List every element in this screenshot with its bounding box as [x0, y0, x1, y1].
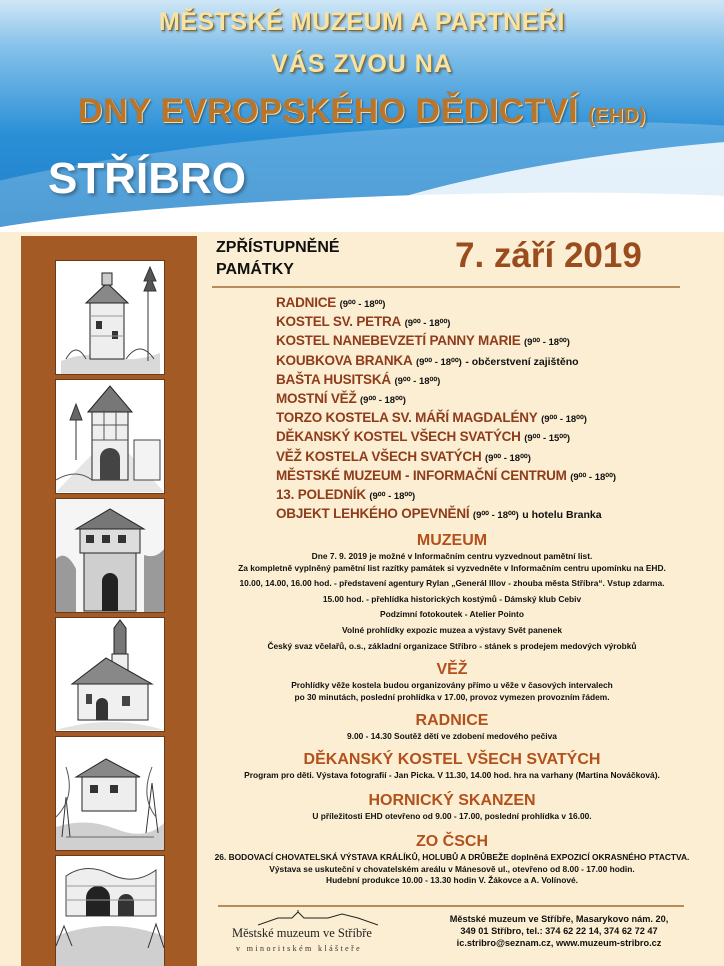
- contact-web: ic.stribro@seznam.cz, www.muzeum-stribro.cz: [456, 938, 662, 948]
- section-title: HORNICKÝ SKANZEN: [368, 792, 536, 809]
- drawing-koubkova-gate-image: [55, 498, 165, 613]
- header-title: DNY EVROPSKÉHO DĚDICTVÍ: [77, 92, 579, 130]
- footer-divider: [218, 905, 684, 907]
- section-text: Program pro děti. Výstava fotografií - Jan Picka. V 11.30, 14.00 hod. hra na varhany (Martina Nováčková).: [244, 770, 660, 780]
- monument-name: MĚSTSKÉ MUZEUM - INFORMAČNÍ CENTRUM: [276, 467, 567, 483]
- monument-hours: (9⁰⁰ - 18⁰⁰): [415, 356, 462, 368]
- section-text: U příležitosti EHD otevřeno od 9.00 - 17.00, poslední prohlídka v 16.00.: [312, 811, 592, 821]
- monument-name: 13. POLEDNÍK: [276, 487, 366, 503]
- section-radnice: [202, 711, 702, 743]
- monument-item: [276, 486, 696, 505]
- monument-item: [276, 294, 696, 313]
- house-drawing-icon: [56, 737, 164, 850]
- event-date: 7. září 2019: [455, 236, 642, 275]
- koubkova-gate-drawing-icon: [56, 499, 164, 612]
- monument-hours: (9⁰⁰ - 18⁰⁰): [570, 471, 617, 483]
- monument-name: MOSTNÍ VĚŽ: [276, 391, 357, 407]
- left-image-column: [21, 236, 197, 966]
- drawing-church-image: [55, 617, 165, 732]
- section-text: Výstava se uskuteční v chovatelském areálu v Mánesově ul., otevřeno od 8.00 - 17.00 hodin.: [269, 863, 635, 874]
- section-text: po 30 minutách, poslední prohlídka v 17.00, provoz vymezen provozním řádem.: [294, 691, 610, 702]
- header-line-3: [0, 92, 724, 131]
- logo-name: Městské muzeum ve Stříbře: [232, 926, 372, 940]
- monument-name: TORZO KOSTELA SV. MÁŘÍ MAGDALÉNY: [276, 410, 538, 426]
- drawing-fortification-image: [55, 855, 165, 966]
- header-line-1: MĚSTSKÉ MUZEUM A PARTNEŘI: [158, 8, 566, 36]
- museum-logo: [228, 912, 408, 960]
- contact-phone: 349 01 Stříbro, tel.: 374 62 22 14, 374 62 72 47: [460, 926, 658, 936]
- monument-name: RADNICE: [276, 295, 337, 310]
- header-line-2: VÁS ZVOU NA: [271, 50, 453, 78]
- monument-item: [276, 505, 696, 524]
- monument-name: DĚKANSKÝ KOSTEL VŠECH SVATÝCH: [276, 429, 521, 445]
- monument-list: [276, 294, 696, 524]
- section-text: 26. BODOVACÍ CHOVATELSKÁ VÝSTAVA KRÁLÍKŮ, HOLUBŮ A DRŮBEŽE doplněná EXPOZICÍ OKRASNÉHO PTACTVA.: [214, 852, 690, 862]
- monastery-roofline-icon: [258, 910, 378, 926]
- monument-name: VĚŽ KOSTELA VŠECH SVATÝCH: [276, 448, 482, 464]
- gate-tower-drawing-icon: [56, 380, 164, 493]
- section-text: 15.00 hod. - přehlídka historických kostýmů - Dámský klub Cebiv: [322, 593, 582, 604]
- bastion-drawing-icon: [56, 261, 164, 374]
- contact-info: [414, 913, 704, 949]
- monument-hours: (9⁰⁰ - 15⁰⁰): [524, 433, 571, 445]
- monument-name: KOSTEL SV. PETRA: [276, 314, 402, 330]
- monument-hours: (9⁰⁰ - 18⁰⁰): [524, 337, 570, 349]
- section-title: RADNICE: [415, 712, 489, 729]
- monument-item: [276, 371, 696, 390]
- accessible-title-line-2: PAMÁTKY: [216, 261, 294, 278]
- section-text: 9.00 - 14.30 Soutěž dětí ve zdobení medového pečiva: [347, 731, 557, 741]
- monument-item: [276, 352, 696, 371]
- monument-item: [276, 409, 696, 428]
- monument-note: u hotelu Branka: [522, 509, 602, 522]
- logo-subtitle: v minoritském klášteře: [236, 944, 363, 953]
- monument-hours: (9⁰⁰ - 18⁰⁰): [369, 491, 416, 503]
- fortification-drawing-icon: [56, 856, 164, 966]
- monument-item: [276, 390, 696, 409]
- section-text: Český svaz včelařů, o.s., základní organizace Stříbro - stánek s prodejem medových výrobků: [267, 640, 637, 651]
- section-text: Prohlídky věže kostela budou organizovány přímo u věže v časových intervalech: [291, 680, 613, 690]
- monument-item: [276, 332, 696, 351]
- monument-name: OBJEKT LEHKÉHO OPEVNĚNÍ: [276, 506, 470, 522]
- section-text: 10.00, 14.00, 16.00 hod. - představení agentury Rylan „Generál Illov - zhouba města Stříbra“. Vstup zdarma.: [239, 578, 665, 589]
- header-title-abbrev: (EHD): [588, 105, 647, 127]
- monument-item: [276, 448, 696, 467]
- section-vez: [202, 660, 702, 703]
- divider: [212, 286, 680, 288]
- section-title: MUZEUM: [416, 532, 488, 549]
- section-text: Hudební produkce 10.00 - 13.30 hodin V. Žákovce a A. Volínové.: [326, 875, 578, 886]
- header-banner: [0, 0, 724, 232]
- church-drawing-icon: [56, 618, 164, 731]
- section-dekansky-kostel: [202, 750, 702, 782]
- monument-item: [276, 428, 696, 447]
- drawing-bastion-image: [55, 260, 165, 375]
- monument-hours: (9⁰⁰ - 18⁰⁰): [472, 510, 519, 522]
- section-text: Volné prohlídky expozic muzea a výstavy Svět panenek: [341, 624, 562, 635]
- drawing-gate-tower-image: [55, 379, 165, 494]
- section-text: Dne 7. 9. 2019 je možné v Informačním centru vyzvednout pamětní list.: [311, 551, 593, 561]
- city-name: STŘÍBRO: [48, 154, 246, 203]
- monument-hours: (9⁰⁰ - 18⁰⁰): [394, 375, 441, 387]
- monument-note: - občerstvení zajištěno: [465, 355, 579, 368]
- section-title: DĚKANSKÝ KOSTEL VŠECH SVATÝCH: [303, 751, 601, 768]
- section-text: Za kompletně vyplněný pamětní list razítky památek si vyzvedněte v Informačním centru upomínku na EHD.: [238, 562, 666, 573]
- monument-hours: (9⁰⁰ - 18⁰⁰): [404, 318, 451, 330]
- monument-item: [276, 467, 696, 486]
- section-zo-csch: [202, 832, 702, 887]
- monument-hours: (9⁰⁰ - 18⁰⁰): [360, 395, 406, 407]
- section-text: Podzimní fotokoutek - Atelier Pointo: [380, 609, 524, 620]
- section-title: VĚŽ: [436, 661, 468, 678]
- contact-address: Městské muzeum ve Stříbře, Masarykovo nám. 20,: [449, 914, 669, 924]
- accessible-title-line-1: ZPŘÍSTUPNĚNÉ: [216, 239, 340, 256]
- section-hornicky-skanzen: [202, 791, 702, 823]
- drawing-house-image: [55, 736, 165, 851]
- section-muzeum: [202, 531, 702, 652]
- monument-hours: (9⁰⁰ - 18⁰⁰): [485, 452, 531, 464]
- monument-hours: (9⁰⁰ - 18⁰⁰): [541, 414, 587, 426]
- monument-name: BAŠTA HUSITSKÁ: [276, 371, 391, 387]
- accessible-monuments-title: [216, 237, 340, 281]
- monument-item: [276, 313, 696, 332]
- section-title: ZO ČSCH: [416, 833, 488, 850]
- monument-hours: (9⁰⁰ - 18⁰⁰): [339, 299, 386, 310]
- monument-name: KOUBKOVA BRANKA: [276, 352, 413, 368]
- monument-name: KOSTEL NANEBEVZETÍ PANNY MARIE: [276, 333, 521, 349]
